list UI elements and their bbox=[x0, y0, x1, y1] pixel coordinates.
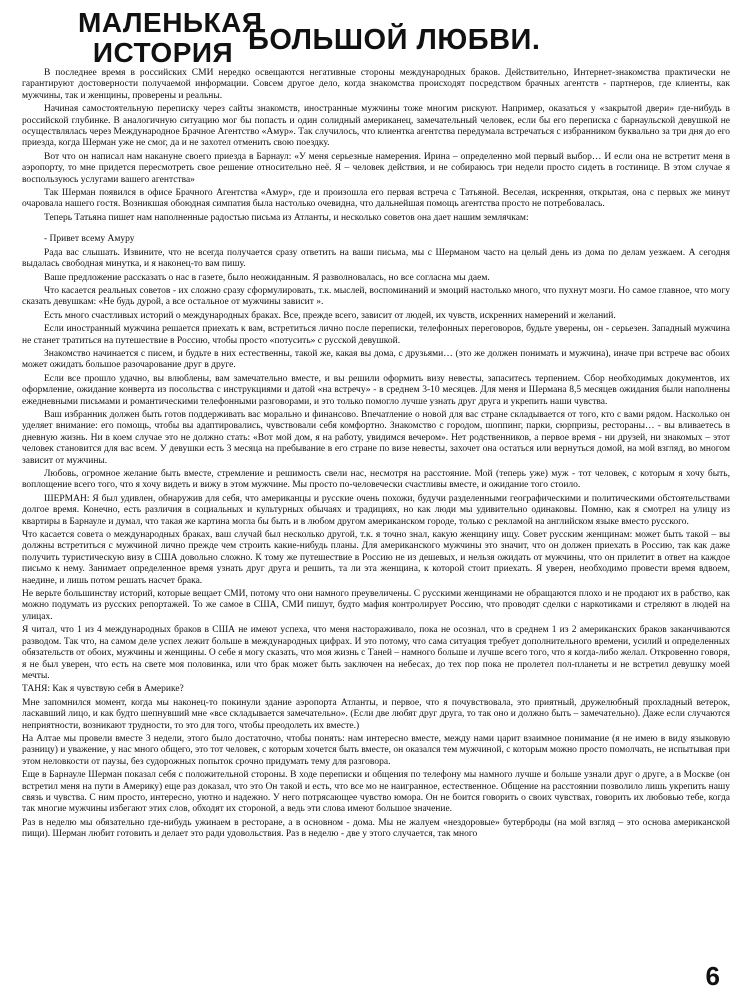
headline-right: БОЛЬШОЙ ЛЮБВИ. bbox=[248, 24, 541, 56]
paragraph: Я читал, что 1 из 4 международных браков в США не имеют успеха, что меня настораживало, пока не осознал, что в среднем 1 из 2 американских браков заканчиваются разводом. Так что, на самом деле успех лежит больше в международных цифрах. И это потому, что сама ситуация требует дополнительного времени, усилий и определенных обязательств от обоих, мужчины и женщины. О себе я могу сказать, что моя жизнь с Таней – намного больше и лучше всего того, что я когда-либо желал. Откровенно говоря, я не был уверен, что есть на свете моя половинка, или что брак может быть заключен на небесах, до тех пор пока не пролетел пол-планеты и не встретил девушку моей мечты. bbox=[22, 625, 730, 681]
headline-line-1: МАЛЕНЬКАЯ bbox=[78, 7, 263, 38]
paragraph: Так Шерман появился в офисе Брачного Агентства «Амур», где и произошла его первая встреча с Татьяной. Веселая, искренняя, открытая, она с первых же минут очаровала нашего гостя. Возникшая обоюдная симпатия была настолько очевидна, что дальнейшая помощь агентства просто не потребовалась. bbox=[22, 188, 730, 210]
paragraph: Еще в Барнауле Шерман показал себя с положительной стороны. В ходе переписки и общения по телефону мы намного лучше и больше узнали друг о друге, а в Москве (он встретил меня на пути в Америку) еще раз доказал, что это Он такой и есть, что все мо не наигранное, естественное. Общение на расстоянии позволило лишь укрепить нашу связь и чувства. С ним просто, интересно, уютно и надежно. У него потрясающее чувство юмора. Он не боится говорить о своих чувствах, говорить их любовью тебе, когда так многие мужчины избегают этих слов, обходят их стороной, а ведь эти слова имеют большое значение. bbox=[22, 770, 730, 815]
paragraph: Вот что он написал нам накануне своего приезда в Барнаул: «У меня серьезные намерения. Ирина – определенно мой первый выбор… И если она не встретит меня в аэропорту, то мне придется пересмотреть свое решение относительно неё. Я – человек действия, и не собираюсь три недели просто сидеть в гостинице. В этом случае я воспользуюсь услугами вашего агентства» bbox=[22, 151, 730, 185]
paragraph-greeting: - Привет всему Амуру bbox=[44, 234, 135, 245]
paragraph: Что касается реальных советов - их сложно сразу сформулировать, т.к. мыслей, воспоминаний и эмоций настолько много, что пухнут мозги. Но самое главное, что могу сказать девушкам: «Не будь дурой, а все остальное от мужчины зависит ». bbox=[22, 285, 730, 308]
paragraph: Начиная самостоятельную переписку через сайты знакомств, иностранные мужчины тоже многим рискуют. Например, оказаться у «закрытой двери» где-нибудь в российской глубинке. В аналогичную ситуацию мог бы попасть и один солидный американец, замечательный человек, если бы его переписка с барнаульской девушкой не осуществлялась через Международное Брачное Агентство «Амур». Так случилось, что клиентка агентства передумала встречаться с избранником буквально за три дня до его приезда, когда Шерман уже не смог, да и не захотел отменить свою поездку. bbox=[22, 104, 730, 149]
paragraph: ТАНЯ: Как я чувствую себя в Америке? bbox=[22, 684, 184, 695]
paragraph: Что касается совета о международных браках, ваш случай был несколько другой, т.к. я точно знал, какую женщину ищу. Совет русским женщинам: может быть такой – вы должны встретиться с мужчиной лично прежде чем строить какие-нибудь планы. Для американского мужчины это значит, что он должен приехать в Россию, так как даже получить туристическую визу в США довольно сложно. К тому же путешествие в Россию не из дешевых, и нельзя ожидать от мужчины, что он прилетит в ответ на каждое письмо к нему. Занимает определенное время узнать друг друга и решить, та ли эта женщина, к которой стоит приехать. Я уверен, необходимо провести время вдвоем, наедине, и лишь потом решать насчет брака. bbox=[22, 530, 730, 586]
headline-left bbox=[78, 7, 263, 68]
paragraph: Если иностранный мужчина решается приехать к вам, встретиться лично после переписки, телефонных переговоров, будьте уверены, он - серьезен. Западный мужчина не станет тратиться на путешествие в Россию, чтобы просто «потусить» с русской девушкой. bbox=[22, 324, 730, 346]
article-body bbox=[22, 68, 730, 994]
paragraph: Теперь Татьяна пишет нам наполненные радостью письма из Атланты, и несколько советов она дает нашим землячкам: bbox=[44, 212, 529, 223]
paragraph: Если все прошло удачно, вы влюблены, вам замечательно вместе, и вы решили оформить визу невесты, запаситесь терпением. Сбор необходимых документов, их оформление, ожидание конверта из посольства с инструкциями и датой «на встречу» - в среднем 3-10 месяцев. Для меня и Шермана 8,5 месяцев ожидания были наполнены ежедневными письмами и романтическими телефонными разговорами, и это только помогло лучше узнать друг друга и укрепить наши чувства. bbox=[22, 373, 730, 407]
paragraph: Ваш избранник должен быть готов поддерживать вас морально и финансово. Впечатление о новой для вас стране складывается от того, кто с вами рядом. Насколько он уделяет внимание: его помощь, чтобы вы адаптировались, чувствовали себя комфортно. Знакомство с городом, шоппинг, парки, сюрпризы, рестораны… - вы вливаетесь в дневную жизнь. Ни в коем случае это не должно стать: «Вот мой дом, я на работу, увидимся вечером». Нет родственников, а первое время - ни друзей, ни знакомых – этот человек становится для вас всем. У девушки есть 3 месяца на пребывание в его стране по визе невесты, захочет она остаться или вернуться домой, на мой взгляд, во многом зависит от мужчины. bbox=[22, 409, 730, 466]
paragraph: Рада вас слышать. Извините, что не всегда получается сразу ответить на ваши письма, мы с Шерманом часто на целый день из дома по делам уезжаем. А сегодня выдалась свободная минутка, и я наконец-то вам пишу. bbox=[22, 247, 730, 270]
page-number: 6 bbox=[705, 961, 720, 991]
paragraph: Мне запомнился момент, когда мы наконец-то покинули здание аэропорта Атланты, и первое, что я почувствовала, это приятный, дружелюбный прохладный ветерок, ласкавший лицо, и как будто шепнувший мне «все складывается замечательно». (Если две любят друг друга, то так оно и должно быть – замечательно). Даже если случаются неприятности, возникают трудности, то это для того, чтобы преодолеть их вместе.) bbox=[22, 697, 730, 731]
paragraph: На Алтае мы провели вместе 3 недели, этого было достаточно, чтобы понять: нам интересно вместе, между нами царит взаимное понимание (я не имею в виду языковую разницу) и уважение, у нас много общего, это тот человек, с которым хочется быть вместе, он оказался тем мужчиной, с которым можно просто помолчать, не испытывая при этом неловкости от паузы, без судорожных попыток срочно придумать тему для разговора. bbox=[22, 733, 730, 767]
headline-line-2: ИСТОРИЯ bbox=[92, 37, 234, 68]
paragraph: В последнее время в российских СМИ нередко освещаются негативные стороны международных браков. Действительно, Интернет-знакомства практически не гарантируют достоверности получаемой информации. Совсем другое дело, когда знакомства происходят посредством брачных агентств - партнеров, где клиенты, как мужчины, так и женщины, проверены и реальны. bbox=[22, 68, 730, 101]
paragraph: Ваше предложение рассказать о нас в газете, было неожиданным. Я разволновалась, но все согласна мы даем. bbox=[44, 272, 490, 283]
paragraph: Знакомство начинается с писем, и будьте в них естественны, такой же, какая вы дома, с друзьями… (это же должен понимать и мужчина), иначе при встрече вас обоих может ожидать большое разочарование друг в друге. bbox=[22, 348, 730, 371]
paragraph: Раз в неделю мы обязательно где-нибудь ужинаем в ресторане, а в основном - дома. Мы не жалуем «нездоровые» бутерброды (на мой взгляд – это основа американской пищи). Шерман любит готовить и делает это ради удовольствия. Раз в неделю - две у этого случается, так много bbox=[22, 817, 730, 840]
paragraph: Не верьте большинству историй, которые вещает СМИ, потому что они намного преувеличены. С русскими женщинами не обращаются плохо и не продают их в рабство, как можно подумать из русских репортажей. То же самое в США, СМИ пишут, будто мафия контролирует Россию, что проводят сделки с наркотиками и стреляют в людей на улицах. bbox=[22, 589, 730, 622]
paragraph: Есть много счастливых историй о международных браках. Все, прежде всего, зависит от людей, их чувств, искренних намерений и желаний. bbox=[44, 310, 616, 321]
paragraph: ШЕРМАН: Я был удивлен, обнаружив для себя, что американцы и русские очень похожи, будучи разделенными географическими и политическими обстоятельствами долгое время. Конечно, есть различия в социальных и культурных обычаях и традициях, но как люди мы удивительно одинаковы. Помню, как я смотрел на улицу из квартиры в Барнауле и думал, что такая же картина могла бы быть и в любом другом американском городе, только с рекламой на английском языке вместо русского. bbox=[22, 493, 730, 527]
paragraph: Любовь, огромное желание быть вместе, стремление и решимость свели нас, несмотря на расстояние. Мой (теперь уже) муж - тот человек, с которым я хочу быть, воплощение всего того, что я хочу видеть и вижу в этом мужчине. Мы просто по-человечески счастливы вместе, и ожидание того стоило. bbox=[22, 469, 730, 491]
